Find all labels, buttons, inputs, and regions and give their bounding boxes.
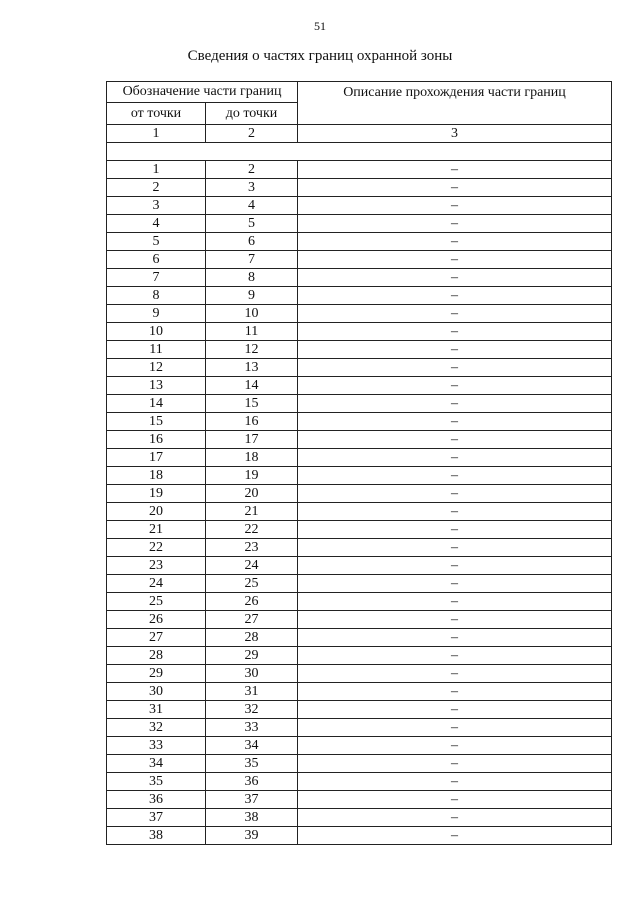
description-cell: –: [298, 323, 612, 341]
from-point-cell: 21: [107, 521, 206, 539]
table-row: [107, 611, 612, 629]
to-point-cell: 9: [206, 287, 298, 305]
to-point-cell: 7: [206, 251, 298, 269]
description-cell: –: [298, 773, 612, 791]
description-cell: –: [298, 395, 612, 413]
description-cell: –: [298, 305, 612, 323]
description-cell: –: [298, 629, 612, 647]
page-number: 51: [314, 19, 326, 33]
to-point-cell: 25: [206, 575, 298, 593]
to-point-cell: 39: [206, 827, 298, 845]
to-point-cell: 20: [206, 485, 298, 503]
to-point-cell: 2: [206, 161, 298, 179]
header-from-point: от точки: [107, 103, 206, 125]
description-cell: –: [298, 179, 612, 197]
table-row: [107, 683, 612, 701]
page-title: Сведения о частях границ охранной зоны: [187, 48, 453, 64]
table-row: [107, 755, 612, 773]
table-row: [107, 737, 612, 755]
table-row: [107, 647, 612, 665]
to-point-cell: 26: [206, 593, 298, 611]
description-cell: –: [298, 233, 612, 251]
from-point-cell: 3: [107, 197, 206, 215]
from-point-cell: 8: [107, 287, 206, 305]
from-point-cell: 27: [107, 629, 206, 647]
to-point-cell: 22: [206, 521, 298, 539]
description-cell: –: [298, 503, 612, 521]
table-row: [107, 251, 612, 269]
from-point-cell: 32: [107, 719, 206, 737]
table-row: [107, 197, 612, 215]
from-point-cell: 11: [107, 341, 206, 359]
from-point-cell: 30: [107, 683, 206, 701]
to-point-cell: 3: [206, 179, 298, 197]
to-point-cell: 21: [206, 503, 298, 521]
from-point-cell: 31: [107, 701, 206, 719]
description-cell: –: [298, 737, 612, 755]
to-point-cell: 6: [206, 233, 298, 251]
to-point-cell: 13: [206, 359, 298, 377]
from-point-cell: 28: [107, 647, 206, 665]
from-point-cell: 24: [107, 575, 206, 593]
table-row: [107, 539, 612, 557]
from-point-cell: 5: [107, 233, 206, 251]
index-cell: 1: [107, 125, 206, 143]
description-cell: –: [298, 791, 612, 809]
from-point-cell: 26: [107, 611, 206, 629]
blank-row: [107, 143, 612, 161]
table-row: [107, 431, 612, 449]
description-cell: –: [298, 449, 612, 467]
from-point-cell: 14: [107, 395, 206, 413]
table-row: [107, 377, 612, 395]
table-row: [107, 791, 612, 809]
description-cell: –: [298, 647, 612, 665]
from-point-cell: 16: [107, 431, 206, 449]
index-cell: 2: [206, 125, 298, 143]
from-point-cell: 4: [107, 215, 206, 233]
table-row: [107, 809, 612, 827]
to-point-cell: 29: [206, 647, 298, 665]
from-point-cell: 17: [107, 449, 206, 467]
description-cell: –: [298, 377, 612, 395]
description-cell: –: [298, 809, 612, 827]
description-cell: –: [298, 827, 612, 845]
table-row: [107, 575, 612, 593]
from-point-cell: 7: [107, 269, 206, 287]
to-point-cell: 34: [206, 737, 298, 755]
from-point-cell: 36: [107, 791, 206, 809]
from-point-cell: 1: [107, 161, 206, 179]
to-point-cell: 36: [206, 773, 298, 791]
description-cell: –: [298, 683, 612, 701]
to-point-cell: 31: [206, 683, 298, 701]
table-row: [107, 359, 612, 377]
to-point-cell: 10: [206, 305, 298, 323]
to-point-cell: 37: [206, 791, 298, 809]
to-point-cell: 17: [206, 431, 298, 449]
from-point-cell: 13: [107, 377, 206, 395]
table-row: [107, 665, 612, 683]
blank-cell: [107, 143, 612, 161]
to-point-cell: 24: [206, 557, 298, 575]
description-cell: –: [298, 719, 612, 737]
to-point-cell: 33: [206, 719, 298, 737]
from-point-cell: 19: [107, 485, 206, 503]
to-point-cell: 16: [206, 413, 298, 431]
table-row: [107, 719, 612, 737]
table-body: [107, 125, 612, 845]
table-row: [107, 629, 612, 647]
description-cell: –: [298, 251, 612, 269]
to-point-cell: 32: [206, 701, 298, 719]
from-point-cell: 22: [107, 539, 206, 557]
description-cell: –: [298, 485, 612, 503]
from-point-cell: 29: [107, 665, 206, 683]
description-cell: –: [298, 341, 612, 359]
from-point-cell: 6: [107, 251, 206, 269]
table-row: [107, 557, 612, 575]
description-cell: –: [298, 575, 612, 593]
from-point-cell: 37: [107, 809, 206, 827]
table-row: [107, 449, 612, 467]
to-point-cell: 19: [206, 467, 298, 485]
from-point-cell: 38: [107, 827, 206, 845]
description-cell: –: [298, 431, 612, 449]
description-cell: –: [298, 611, 612, 629]
to-point-cell: 18: [206, 449, 298, 467]
from-point-cell: 20: [107, 503, 206, 521]
description-cell: –: [298, 215, 612, 233]
table-row: [107, 467, 612, 485]
to-point-cell: 38: [206, 809, 298, 827]
table-row: [107, 215, 612, 233]
description-cell: –: [298, 755, 612, 773]
table-row: [107, 323, 612, 341]
table-row: [107, 827, 612, 845]
from-point-cell: 12: [107, 359, 206, 377]
from-point-cell: 18: [107, 467, 206, 485]
from-point-cell: 23: [107, 557, 206, 575]
header-to-point: до точки: [206, 103, 298, 125]
to-point-cell: 23: [206, 539, 298, 557]
table-row: [107, 233, 612, 251]
table-row: [107, 179, 612, 197]
to-point-cell: 8: [206, 269, 298, 287]
description-cell: –: [298, 287, 612, 305]
table-row: [107, 773, 612, 791]
table-row: [107, 161, 612, 179]
to-point-cell: 30: [206, 665, 298, 683]
table-row: [107, 521, 612, 539]
description-cell: –: [298, 467, 612, 485]
to-point-cell: 12: [206, 341, 298, 359]
index-cell: 3: [298, 125, 612, 143]
description-cell: –: [298, 359, 612, 377]
table-row: [107, 593, 612, 611]
description-cell: –: [298, 665, 612, 683]
table-row: [107, 287, 612, 305]
description-cell: –: [298, 269, 612, 287]
table-row: [107, 395, 612, 413]
to-point-cell: 27: [206, 611, 298, 629]
to-point-cell: 35: [206, 755, 298, 773]
to-point-cell: 15: [206, 395, 298, 413]
description-cell: –: [298, 197, 612, 215]
from-point-cell: 34: [107, 755, 206, 773]
table-row: [107, 269, 612, 287]
to-point-cell: 5: [206, 215, 298, 233]
table-row: [107, 341, 612, 359]
to-point-cell: 4: [206, 197, 298, 215]
table-row: [107, 485, 612, 503]
description-cell: –: [298, 701, 612, 719]
boundary-parts-table: [106, 81, 612, 845]
column-index-row: [107, 125, 612, 143]
description-cell: –: [298, 557, 612, 575]
description-cell: –: [298, 413, 612, 431]
table-row: [107, 701, 612, 719]
from-point-cell: 2: [107, 179, 206, 197]
from-point-cell: 10: [107, 323, 206, 341]
to-point-cell: 14: [206, 377, 298, 395]
header-description: Описание прохождения части границ: [298, 82, 612, 125]
description-cell: –: [298, 539, 612, 557]
description-cell: –: [298, 521, 612, 539]
from-point-cell: 33: [107, 737, 206, 755]
description-cell: –: [298, 161, 612, 179]
from-point-cell: 15: [107, 413, 206, 431]
from-point-cell: 25: [107, 593, 206, 611]
from-point-cell: 9: [107, 305, 206, 323]
table-row: [107, 503, 612, 521]
table-row: [107, 413, 612, 431]
header-boundary-designation: Обозначение части границ: [107, 82, 298, 103]
table-row: [107, 305, 612, 323]
to-point-cell: 11: [206, 323, 298, 341]
from-point-cell: 35: [107, 773, 206, 791]
description-cell: –: [298, 593, 612, 611]
to-point-cell: 28: [206, 629, 298, 647]
